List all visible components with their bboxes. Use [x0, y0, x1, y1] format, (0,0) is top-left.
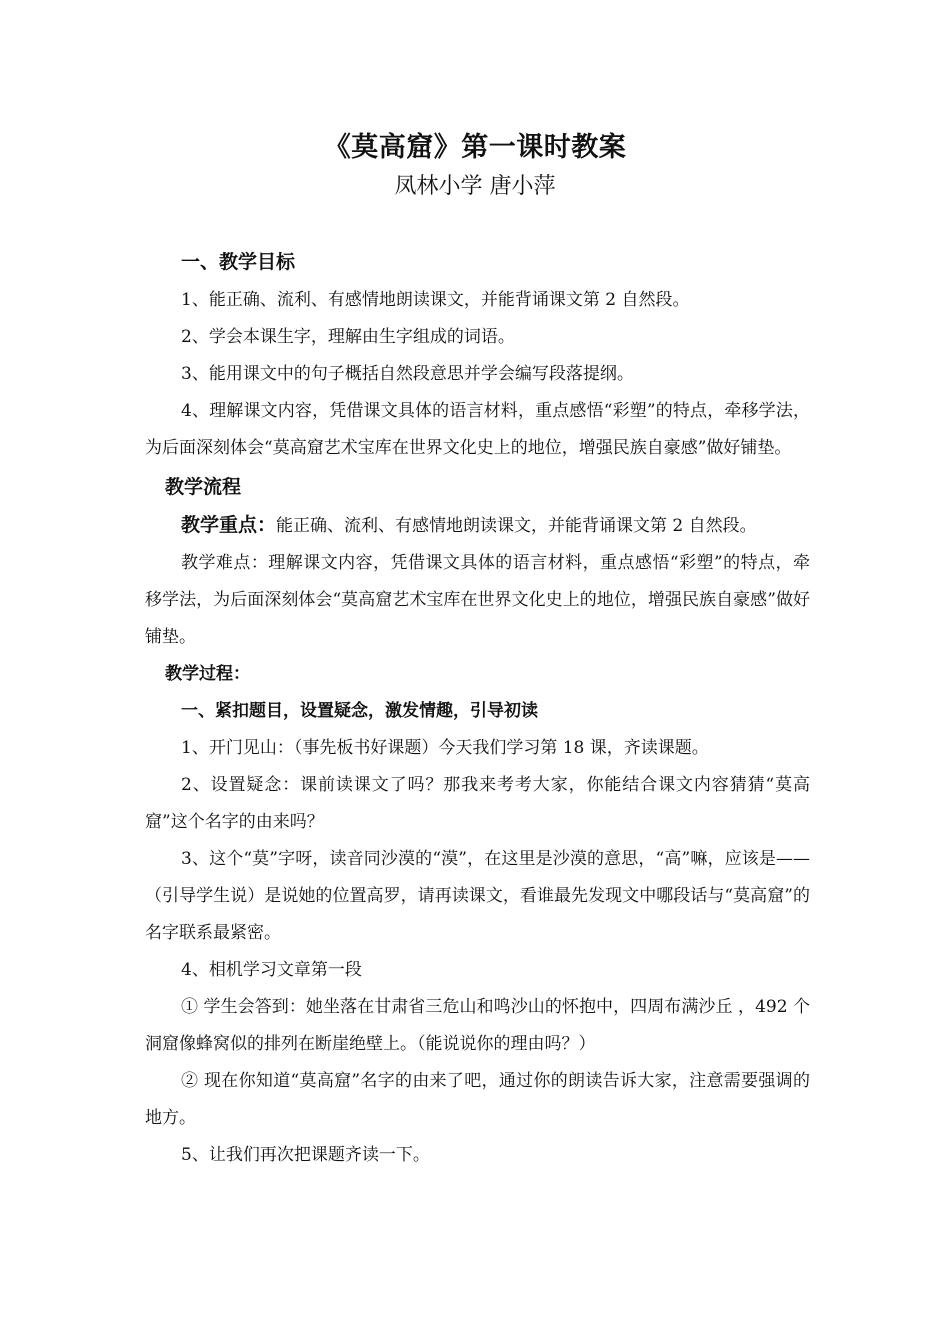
objective-item-4: 4、理解课文内容，凭借课文具体的语言材料，重点感悟“彩塑”的特点，牵移学法，为后面深刻体会“莫高窟艺术宝库在世界文化史上的地位，增强民族自豪感”做好铺垫。 [145, 401, 810, 458]
document-author: 凤林小学 唐小萍 [394, 174, 556, 199]
document-title: 《莫高窟》第一课时教案 [323, 132, 627, 163]
process-paragraph-3: 3、这个“莫”字呀，读音同沙漠的“漠”，在这里是沙漠的意思，“高”嘛，应该是——（引导学生说）是说她的位置高罗，请再读课文，看谁最先发现文中哪段话与“莫高窟”的名字联系最紧密。 [145, 849, 810, 943]
objective-item-2: 2、学会本课生字，理解由生字组成的词语。 [181, 327, 515, 347]
process-paragraph-2: 2、设置疑念：课前读课文了吗？那我来考考大家，你能结合课文内容猜猜“莫高窟”这个名字的由来吗？ [145, 775, 810, 832]
step1-heading: 一、紧扣题目，设置疑念，激发情趣，引导初读 [181, 701, 538, 721]
key-point-paragraph [145, 507, 810, 545]
flow-heading: 教学流程 [165, 476, 242, 498]
process-heading: 教学过程： [165, 664, 250, 684]
process-paragraph-4: 4、相机学习文章第一段 [181, 960, 362, 980]
process-paragraph-7: 5、让我们再次把课题齐读一下。 [181, 1145, 430, 1165]
key-point-text: 能正确、流利、有感情地朗读课文，并能背诵课文第 2 自然段。 [276, 516, 757, 536]
objectives-heading: 一、教学目标 [181, 251, 296, 273]
key-point-label: 教学重点： [181, 514, 277, 536]
objective-item-1: 1、能正确、流利、有感情地朗读课文，并能背诵课文第 2 自然段。 [181, 290, 690, 310]
process-paragraph-6: ② 现在你知道“莫高窟”名字的由来了吧，通过你的朗读告诉大家，注意需要强调的地方。 [145, 1071, 810, 1128]
process-paragraph-5: ① 学生会答到：她坐落在甘肃省三危山和鸣沙山的怀抱中，四周布满沙丘 ，492 个洞窟像蜂窝似的排列在断崖绝壁上。（能说说你的理由吗？） [145, 997, 810, 1054]
objective-item-3: 3、能用课文中的句子概括自然段意思并学会编写段落提纲。 [181, 364, 634, 384]
difficulty-paragraph: 教学难点：理解课文内容，凭借课文具体的语言材料，重点感悟“彩塑”的特点，牵移学法，为后面深刻体会“莫高窟艺术宝库在世界文化史上的地位，增强民族自豪感”做好铺垫。 [145, 553, 810, 647]
process-paragraph-1: 1、开门见山：（事先板书好课题）今天我们学习第 18 课，齐读课题。 [181, 738, 709, 758]
document-body [145, 242, 810, 1174]
